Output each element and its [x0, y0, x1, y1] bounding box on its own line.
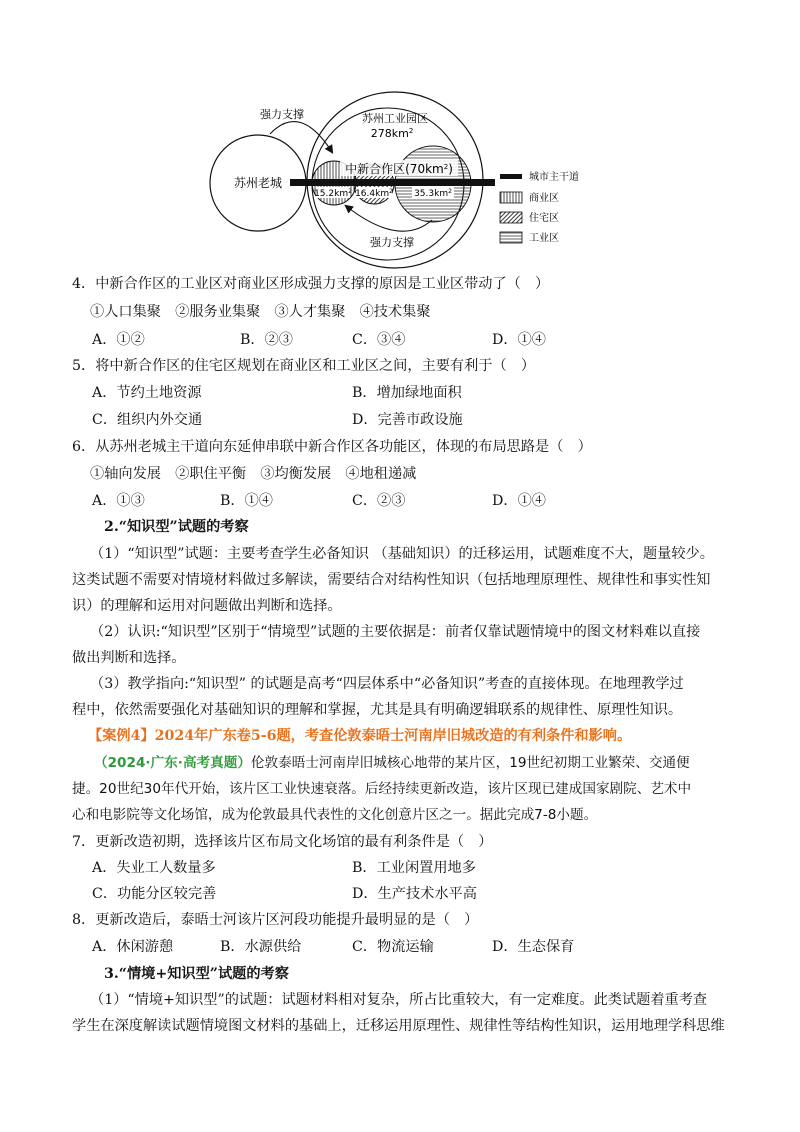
- legend-commercial: 商业区: [529, 193, 559, 204]
- q6-stem: 6．从苏州老城主干道向东延伸串联中新合作区各功能区，体现的布局思路是（ ）: [72, 439, 592, 455]
- q8-option-b[interactable]: B．水源供给: [220, 939, 302, 955]
- q6-option-a[interactable]: A．①③: [92, 493, 145, 509]
- zone-label: 中新合作区$(70km^2)$: [345, 162, 453, 176]
- legend-commercial-swatch: [500, 192, 522, 203]
- park-area-label: $278km^2$: [370, 127, 414, 140]
- support-label-bottom: 强力支撑: [370, 236, 414, 249]
- sec3-p1-line1: （1）“情境+知识型”的试题：试题材料相对复杂，所占比重较大，有一定难度。此类试题着重考查: [90, 992, 708, 1008]
- case-4-title: 【案例4】2024年广东卷5-6题，考查伦敦泰晤士河南岸旧城改造的有利条件和影响。: [88, 728, 632, 744]
- legend-residential: 住宅区: [529, 213, 559, 224]
- q5-stem: 5．将中新合作区的住宅区规划在商业区和工业区之间，主要有利于（ ）: [72, 358, 536, 374]
- q5-option-a[interactable]: A．节约土地资源: [92, 385, 202, 401]
- case-4-material-line2: 捷。20世纪30年代开始，该片区工业快速衰落。后经持续更新改造，该片区现已建成国家剧院、艺术中: [72, 781, 692, 797]
- section-2-heading: 2.“知识型”试题的考察: [104, 519, 249, 535]
- support-arrow-top: [270, 122, 332, 152]
- legend-road: 城市主干道: [529, 172, 579, 183]
- q8-option-d[interactable]: D．生态保育: [492, 939, 575, 955]
- sec3-p1-line2: 学生在深度解读试题情境图文材料的基础上，迁移运用原理性、规律性等结构性知识，运用地理学科思维: [72, 1018, 725, 1034]
- q7-option-d[interactable]: D．生产技术水平高: [352, 886, 477, 902]
- q4-option-b[interactable]: B．②③: [240, 332, 293, 348]
- sec2-p3-line1: （3）教学指向:“知识型” 的试题是高考“四层体系中“必备知识”考查的直接体现。在地理教学过: [90, 676, 684, 692]
- q8-option-a[interactable]: A．休闲游憩: [92, 939, 174, 955]
- sec2-p1-line1: （1）“知识型”试题：主要考查学生必备知识 （基础知识）的迁移运用，试题难度不大，题量较少。: [90, 546, 714, 562]
- legend-road-swatch: [500, 174, 522, 179]
- q6-items: ①轴向发展 ②职住平衡 ③均衡发展 ④地租递减: [90, 466, 417, 482]
- sec2-p1-line2: 这类试题不需要对情境材料做过多解读，需要结合对结构性知识（包括地理原理性、规律性和事实性知: [72, 572, 711, 588]
- q7-option-b[interactable]: B．工业闲置用地多: [352, 860, 476, 876]
- main-road: [290, 179, 495, 186]
- q7-stem: 7．更新改造初期，选择该片区布局文化场馆的最有利条件是（ ）: [72, 834, 493, 850]
- q4-stem: 4．中新合作区的工业区对商业区形成强力支撑的原因是工业区带动了（ ）: [72, 276, 550, 292]
- legend-industrial: 工业区: [529, 233, 559, 244]
- sec2-p2-line1: （2）认识:“知识型”区别于“情境型”试题的主要依据是：前者仅靠试题情境中的图文材料难以直接: [90, 624, 701, 640]
- q5-option-c[interactable]: C．组织内外交通: [92, 412, 203, 428]
- q4-option-d[interactable]: D．①④: [492, 332, 546, 348]
- q4-option-a[interactable]: A．①②: [92, 332, 145, 348]
- sec2-p1-line3: 识）的理解和运用对问题做出判断和选择。: [72, 598, 342, 614]
- area-label-1: $15.2km^2$: [314, 188, 352, 199]
- area-label-3: $35.3km^2$: [414, 188, 452, 199]
- area-label-2: $16.4km^2$: [355, 188, 393, 199]
- q5-option-b[interactable]: B．增加绿地面积: [352, 385, 462, 401]
- q4-items: ①人口集聚 ②服务业集聚 ③人才集聚 ④技术集聚: [90, 304, 431, 320]
- support-label-top: 强力支撑: [260, 108, 304, 121]
- case-4-material-line3: 心和电影院等文化场馆，成为伦敦最具代表性的文化创意片区之一。据此完成7-8小题。: [72, 807, 598, 823]
- old-city-label: 苏州老城: [233, 176, 283, 190]
- q8-stem: 8．更新改造后，泰晤士河该片区河段功能提升最明显的是（ ）: [72, 912, 479, 928]
- q6-option-b[interactable]: B．①④: [220, 493, 273, 509]
- q8-option-c[interactable]: C．物流运输: [352, 939, 434, 955]
- q6-option-d[interactable]: D．①④: [492, 493, 546, 509]
- q7-option-a[interactable]: A．失业工人数量多: [92, 860, 216, 876]
- q5-option-d[interactable]: D．完善市政设施: [352, 412, 463, 428]
- park-label: 苏州工业园区: [362, 112, 428, 125]
- case-4-source: （2024·广东·高考真题）: [94, 755, 251, 771]
- case-4-material-line1: （2024·广东·高考真题）伦敦泰晤士河南岸旧城核心地带的某片区，19世纪初期工业繁荣、交通便: [94, 755, 690, 771]
- q7-option-c[interactable]: C．功能分区较完善: [92, 886, 217, 902]
- q6-option-c[interactable]: C．②③: [352, 493, 406, 509]
- section-3-heading: 3.“情境+知识型”试题的考察: [104, 966, 289, 982]
- suzhou-park-diagram: [200, 88, 600, 270]
- sec2-p3-line2: 程中，依然需要强化对基础知识的理解和掌握，尤其是具有明确逻辑联系的规律性、原理性知识。: [72, 702, 683, 718]
- q4-option-c[interactable]: C．③④: [352, 332, 406, 348]
- legend-industrial-swatch: [500, 232, 522, 243]
- legend-residential-swatch: [500, 212, 522, 223]
- sec2-p2-line2: 做出判断和选择。: [72, 650, 186, 666]
